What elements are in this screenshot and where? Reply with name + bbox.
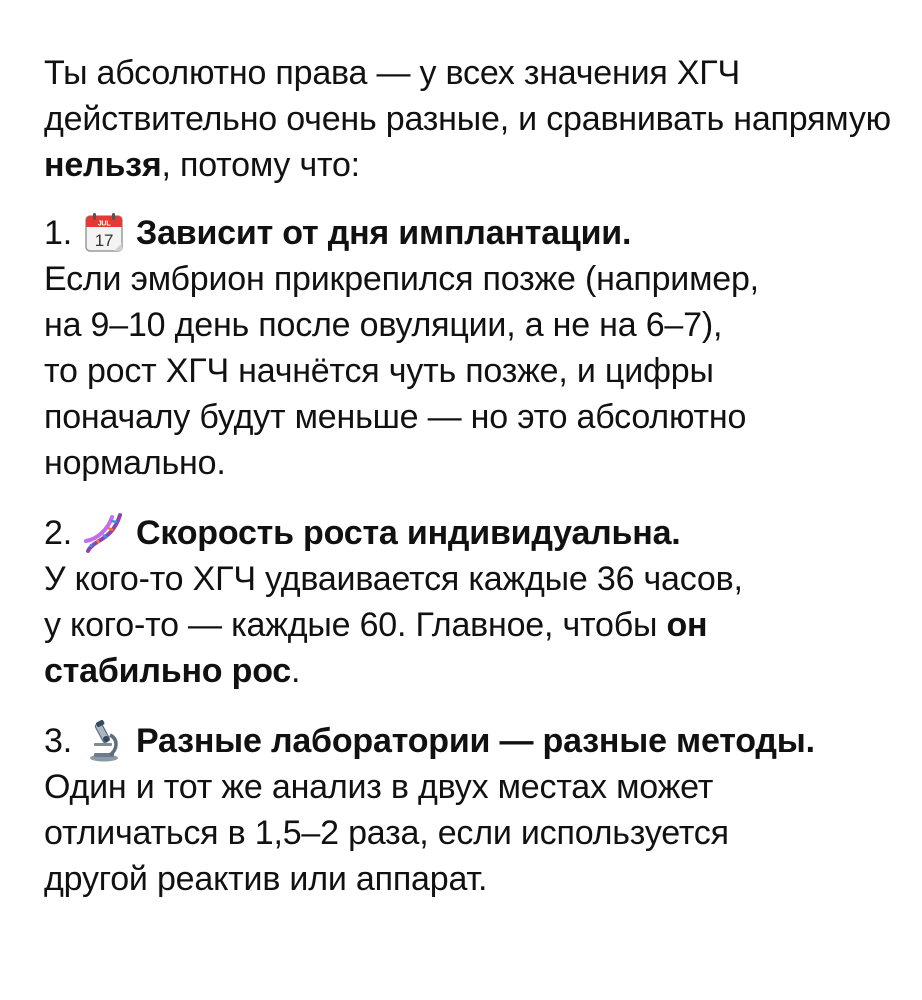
message-body [44, 50, 904, 926]
list-item-line: другой реактив или аппарат. [44, 860, 488, 898]
dna-icon [82, 511, 126, 555]
list-item-title: Зависит от дня имплантации. [135, 214, 632, 252]
list-number: 1. [44, 214, 72, 252]
list-item-heading [44, 510, 904, 556]
calendar-icon [82, 211, 126, 255]
list-item-heading [44, 210, 904, 256]
list-item-title: Скорость роста индивидуальна. [135, 514, 681, 552]
intro-text: Ты абсолютно права — у всех значения ХГЧ действительно очень разные, и сравнивать напрямую [44, 54, 891, 138]
list-item-line: то рост ХГЧ начнётся чуть позже, и цифры [44, 352, 714, 390]
intro-text-end: , потому что: [161, 146, 360, 184]
list-item-line: поначалу будут меньше — но это абсолютно [44, 398, 747, 436]
list-item-text: у кого-то — каждые 60. Главное, чтобы [44, 606, 667, 644]
list-item-heading [44, 718, 904, 764]
calendar-icon-month: JUL [97, 220, 111, 228]
intro-paragraph [44, 50, 904, 188]
intro-bold-word: нельзя [44, 146, 162, 184]
list-item [44, 210, 904, 486]
list-item-line [44, 648, 904, 694]
list-number: 2. [44, 514, 72, 552]
list-item-bold-text: он [666, 606, 708, 644]
list-item-line: У кого-то ХГЧ удваивается каждые 36 часов, [44, 560, 743, 598]
list-item-line: Один и тот же анализ в двух местах может [44, 768, 714, 806]
calendar-icon-day: 17 [94, 231, 114, 250]
list-number: 3. [44, 722, 72, 760]
list-item-line: нормально. [44, 444, 226, 482]
microscope-icon [82, 719, 126, 763]
list-item-title: Разные лаборатории — разные методы. [135, 722, 815, 760]
list-item-text: . [291, 652, 301, 690]
list-item [44, 510, 904, 694]
list-item-line: на 9–10 день после овуляции, а не на 6–7), [44, 306, 723, 344]
list-item-bold-text: стабильно рос [44, 652, 292, 690]
list-item-line [44, 602, 904, 648]
list-item [44, 718, 904, 902]
list-item-line: отличаться в 1,5–2 раза, если используется [44, 814, 729, 852]
list-item-line: Если эмбрион прикрепился позже (например, [44, 260, 759, 298]
